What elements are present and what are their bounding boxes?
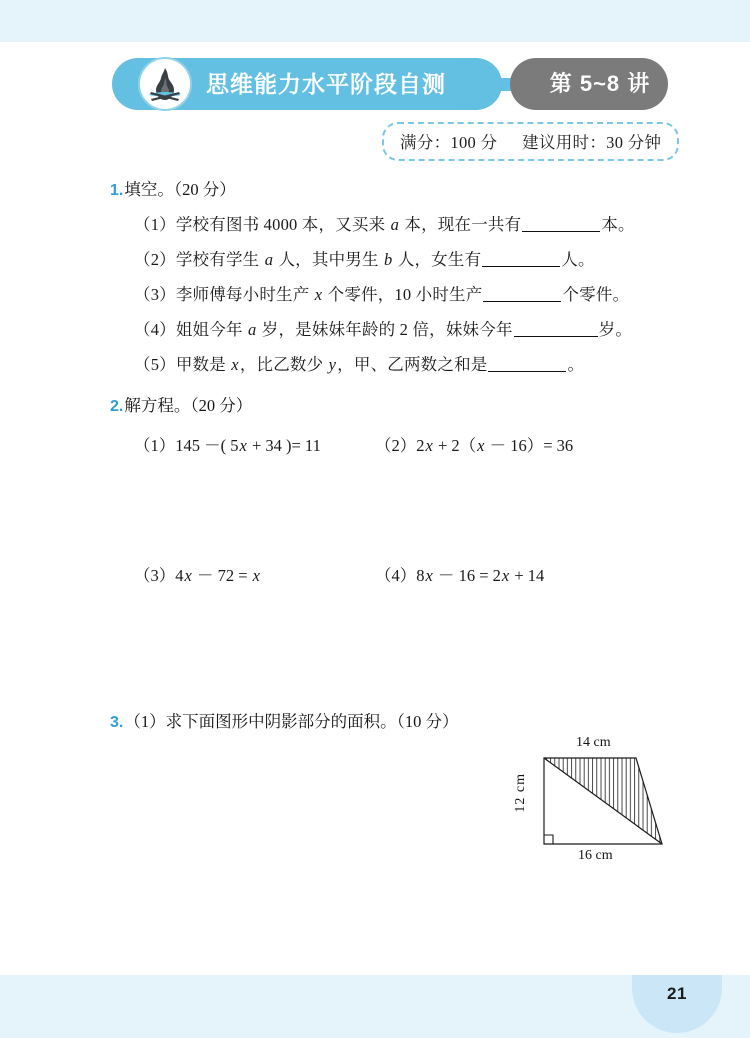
q1-4-mid: 岁，是妹妹年龄的 2 倍，妹妹今年: [257, 320, 513, 339]
full-score-text: 满分：100 分: [400, 133, 498, 152]
q1-2-post: 人。: [561, 250, 595, 269]
equation-2-4-var2: x: [501, 566, 510, 585]
lesson-range-label: 第 5~8 讲: [549, 71, 651, 96]
equation-2-3-body2: － 72 =: [192, 566, 252, 585]
q1-2-variable-b: b: [384, 250, 393, 269]
section-1-heading-row: [0, 176, 750, 200]
q1-2-pre: （2）学校有学生: [134, 250, 264, 269]
q1-1-mid: 本，现在一共有: [400, 215, 522, 234]
equation-2-4-body2: － 16 = 2: [433, 566, 501, 585]
equation-2-1-body: 145 －( 5: [175, 436, 239, 455]
answer-blank-1-4[interactable]: [514, 336, 598, 337]
q1-5-pre: （5）甲数是: [134, 355, 231, 374]
equation-2-2-body2: + 2（: [433, 436, 477, 455]
section-3-heading-row: [0, 708, 750, 732]
section-3-number: 3.: [110, 714, 124, 731]
equation-2-2-body3: － 16）= 36: [485, 436, 574, 455]
q1-1-pre: （1）学校有图书 4000 本，又买来: [134, 215, 390, 234]
q1-3-pre: （3）李师傅每小时生产: [134, 285, 314, 304]
equation-2-3-body: 4: [175, 566, 184, 585]
q1-5-variable-y: y: [328, 355, 337, 374]
q1-4-post: 岁。: [598, 320, 633, 339]
equation-2-3-var2: x: [252, 566, 260, 585]
section-1-item-3: [0, 281, 750, 305]
answer-blank-1-2[interactable]: [482, 266, 560, 267]
equation-2-2-var2: x: [477, 436, 485, 455]
q1-2-mid: 人，其中男生: [274, 250, 383, 269]
equation-2-3-label: （3）: [134, 566, 176, 585]
equation-2-3-var: x: [184, 566, 192, 585]
equation-2-4-label: （4）: [375, 566, 417, 585]
header-title: 思维能力水平阶段自测: [206, 71, 446, 97]
q1-5-mid2: ，甲、乙两数之和是: [337, 355, 488, 374]
equation-2-4-body3: + 14: [510, 566, 545, 585]
section-1-item-5: [0, 351, 750, 375]
answer-blank-1-5[interactable]: [488, 371, 566, 372]
equation-2-2-var: x: [425, 436, 433, 455]
q1-1-variable: a: [390, 215, 400, 234]
section-1-item-2: [0, 246, 750, 270]
score-time-box: [382, 122, 679, 161]
figure-top-label: 14 cm: [576, 735, 611, 750]
section-2-heading: [0, 392, 750, 416]
q1-5-mid: ，比乙数少: [239, 355, 328, 374]
campfire-icon: [138, 57, 192, 111]
answer-blank-1-1[interactable]: [522, 231, 600, 232]
suggested-time-text: 建议用时：30 分钟: [522, 133, 662, 152]
answer-blank-1-3[interactable]: [483, 301, 561, 302]
section-2-heading-text: 解方程。（20 分）: [124, 396, 253, 415]
section-1-item-4: [0, 316, 750, 340]
equation-2-3: [134, 562, 261, 586]
q1-1-post: 本。: [601, 215, 635, 234]
section-2-heading-row: [0, 392, 750, 416]
equation-2-2-body: 2: [416, 436, 425, 455]
q1-2-variable-a: a: [264, 250, 274, 269]
equation-2-1-label: （1）: [134, 436, 176, 455]
equation-2-4: [375, 562, 544, 586]
page-number: 21: [667, 984, 687, 1003]
section-2-number: 2.: [110, 398, 124, 415]
equation-2-1-var: x: [239, 436, 247, 455]
q1-5-variable-x: x: [231, 355, 239, 374]
equation-2-4-body: 8: [416, 566, 425, 585]
q1-5-post: 。: [567, 355, 585, 374]
section-1-heading: [0, 176, 750, 200]
q1-3-post: 个零件。: [562, 285, 630, 304]
top-decorative-band: [0, 0, 750, 42]
q1-3-variable: x: [314, 285, 323, 304]
section-1-heading-text: 填空。（20 分）: [124, 180, 236, 199]
section-1-number: 1.: [110, 182, 124, 199]
section-3-heading: [0, 708, 750, 732]
section-1-item-1: [0, 211, 750, 235]
q1-4-pre: （4）姐姐今年: [134, 320, 247, 339]
section-3-heading-text: （1）求下面图形中阴影部分的面积。（10 分）: [124, 712, 459, 731]
q1-4-variable: a: [247, 320, 257, 339]
equation-2-4-var: x: [425, 566, 433, 585]
figure-bottom-label: 16 cm: [578, 848, 613, 863]
equation-2-2-label: （2）: [375, 436, 417, 455]
shaded-trapezoid-figure: [508, 732, 698, 864]
page-header: [112, 58, 668, 110]
q1-3-mid: 个零件，10 小时生产: [323, 285, 483, 304]
equation-2-1-body2: + 34 )= 11: [247, 436, 321, 455]
figure-left-label: 12 cm: [513, 773, 528, 813]
q1-2-mid2: 人，女生有: [393, 250, 482, 269]
equation-2-1: [134, 432, 321, 456]
equation-2-2: [375, 432, 573, 456]
